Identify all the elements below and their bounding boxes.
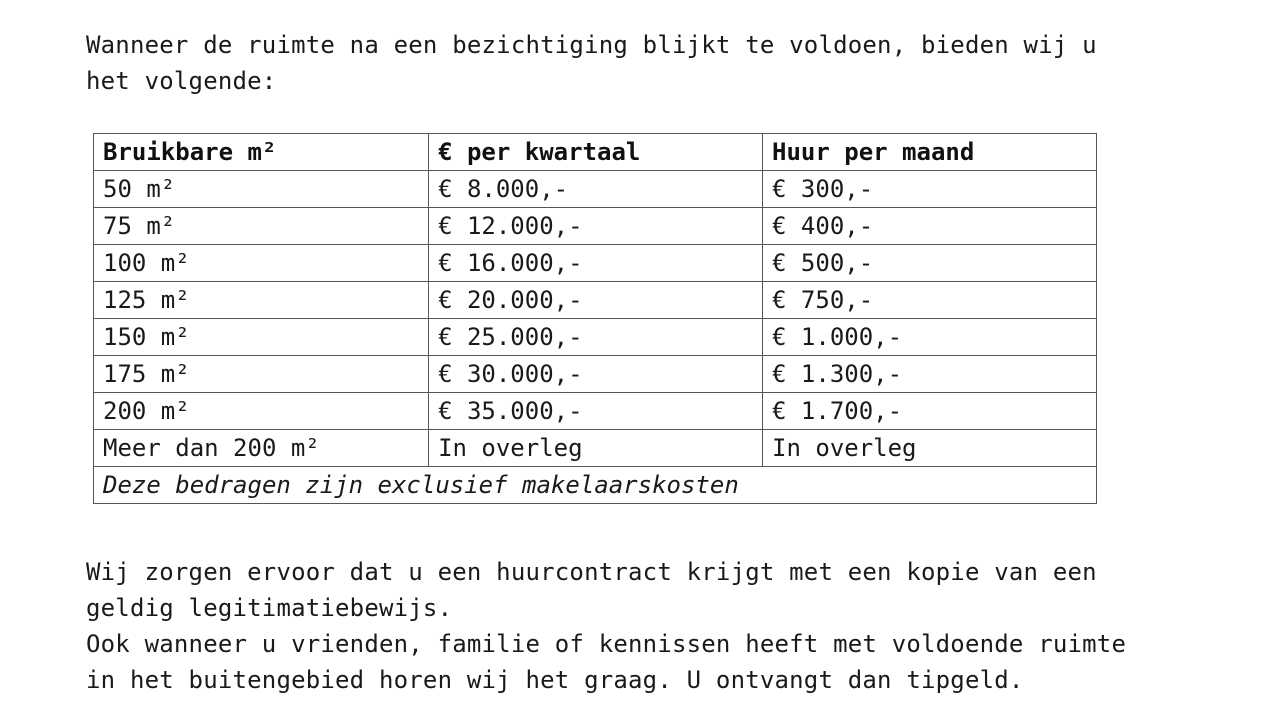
outro-line: Ook wanneer u vrienden, familie of kennissen heeft met voldoende ruimte xyxy=(86,630,1127,658)
cell-area: 150 m² xyxy=(94,319,429,356)
table-row xyxy=(94,208,1097,245)
cell-month: € 400,- xyxy=(763,208,1097,245)
table-row xyxy=(94,171,1097,208)
outro-paragraph xyxy=(86,554,1126,698)
intro-line: het volgende: xyxy=(86,67,277,95)
header-per-quarter: € per kwartaal xyxy=(429,134,763,171)
table-row xyxy=(94,393,1097,430)
cell-area: 175 m² xyxy=(94,356,429,393)
price-table xyxy=(93,133,1097,504)
cell-quarter: € 12.000,- xyxy=(429,208,763,245)
cell-month: € 300,- xyxy=(763,171,1097,208)
cell-area: 100 m² xyxy=(94,245,429,282)
cell-quarter: € 35.000,- xyxy=(429,393,763,430)
header-rent-per-month: Huur per maand xyxy=(763,134,1097,171)
cell-area: 125 m² xyxy=(94,282,429,319)
cell-area: 75 m² xyxy=(94,208,429,245)
table-footnote: Deze bedragen zijn exclusief makelaarskosten xyxy=(94,467,1097,504)
cell-month: € 500,- xyxy=(763,245,1097,282)
intro-line: Wanneer de ruimte na een bezichtiging blijkt te voldoen, bieden wij u xyxy=(86,31,1097,59)
table-row xyxy=(94,282,1097,319)
table-row xyxy=(94,356,1097,393)
cell-area: 50 m² xyxy=(94,171,429,208)
cell-month: € 750,- xyxy=(763,282,1097,319)
cell-quarter: € 20.000,- xyxy=(429,282,763,319)
cell-area: Meer dan 200 m² xyxy=(94,430,429,467)
cell-quarter: € 8.000,- xyxy=(429,171,763,208)
cell-area: 200 m² xyxy=(94,393,429,430)
cell-month: € 1.700,- xyxy=(763,393,1097,430)
cell-quarter: € 30.000,- xyxy=(429,356,763,393)
outro-line: Wij zorgen ervoor dat u een huurcontract krijgt met een kopie van een xyxy=(86,558,1097,586)
cell-month: In overleg xyxy=(763,430,1097,467)
intro-paragraph xyxy=(86,27,1097,99)
table-row xyxy=(94,430,1097,467)
outro-line: in het buitengebied horen wij het graag. U ontvangt dan tipgeld. xyxy=(86,666,1024,694)
cell-month: € 1.000,- xyxy=(763,319,1097,356)
cell-quarter: € 25.000,- xyxy=(429,319,763,356)
table-row xyxy=(94,245,1097,282)
outro-line: geldig legitimatiebewijs. xyxy=(86,594,453,622)
cell-quarter: € 16.000,- xyxy=(429,245,763,282)
table-row xyxy=(94,319,1097,356)
table-header-row xyxy=(94,134,1097,171)
cell-month: € 1.300,- xyxy=(763,356,1097,393)
table-footnote-row xyxy=(94,467,1097,504)
header-usable-area: Bruikbare m² xyxy=(94,134,429,171)
cell-quarter: In overleg xyxy=(429,430,763,467)
